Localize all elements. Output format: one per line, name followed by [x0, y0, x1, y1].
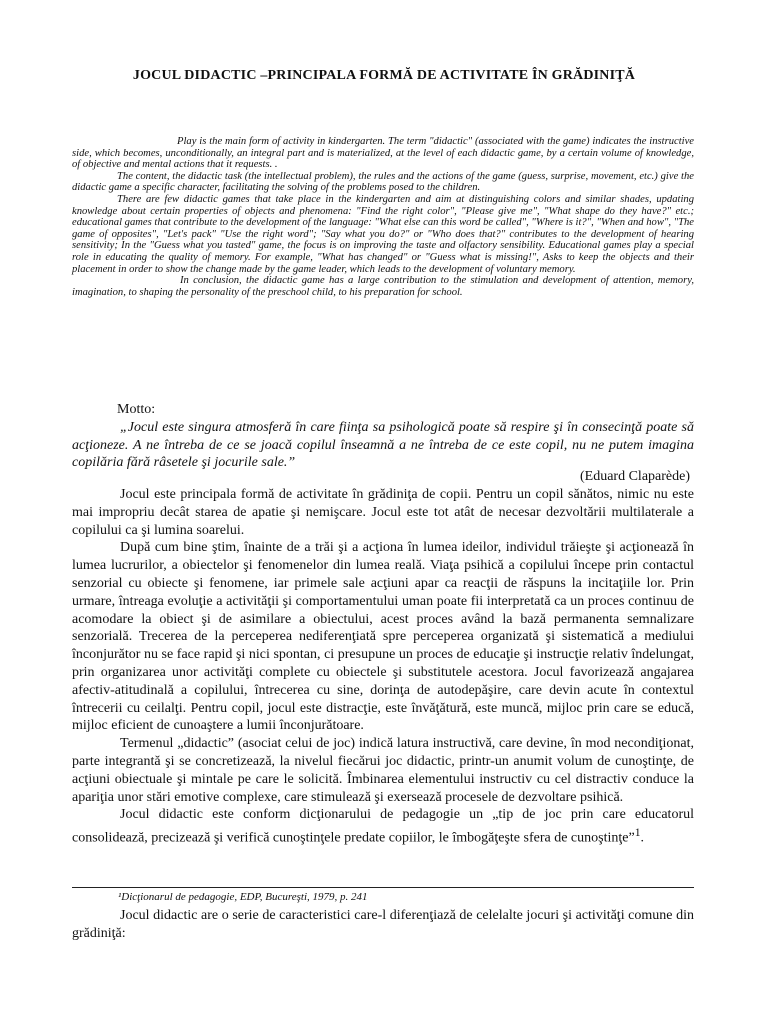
abstract-paragraph: Play is the main form of activity in kindergarten. The term "didactic" (associated with the game) indicates the instructive side, which becomes, unconditionally, an integral part and is materialized, at the level of each didactic game, by a certain volume of knowledge, of objective and mental actions that it requests. .	[72, 136, 694, 171]
body-text	[72, 486, 694, 848]
motto-label: Motto:	[117, 402, 156, 417]
page-title: JOCUL DIDACTIC –PRINCIPALA FORMĂ DE ACTIVITATE ÎN GRĂDINIŢĂ	[132, 68, 636, 83]
footnote-divider	[72, 887, 694, 888]
body-paragraph-continued: Jocul didactic are o serie de caracteristici care-l diferenţiază de celelalte jocuri şi activităţi comune din grădiniţă:	[72, 908, 694, 941]
abstract-paragraph: The content, the didactic task (the intellectual problem), the rules and the actions of the game (guess, surprise, movement, etc.) give the didactic game a specific character, facilitating the solving of the problems posed to the children.	[72, 170, 694, 194]
abstract-paragraph: There are few didactic games that take place in the kindergarten and aim at distinguishing colors and similar shades, updating knowledge about certain properties of objects and phenomena: "Find the right color", "Please give me", "What shape do they have?" etc.; educational games that contribute to the development of the language: "What else can this word be called", "Where is it?", "When and how", "The game of opposites", "Let's pack" "Use the right word"; "Say what you do?" or "Who does that?" contributes to the development of hearing sensitivity; In the "Guess what you tasted" game, the focus is on improving the taste and olfactory sensibility. Educational games play a special role in educating the quality of memory. For example, "What has changed" or "Guess what is missing!", Asks to keep the objects and their placement in order to show the change made by the game leader, which leads to the development of voluntary memory.	[72, 193, 694, 275]
motto-author: (Eduard Claparède)	[580, 469, 690, 484]
body-paragraph: După cum bine ştim, înainte de a trăi şi a acţiona în lumea ideilor, individul trăieşte şi acţionează în lumea lucrurilor, a obiectelor şi fenomenelor din lumea reală. Viaţa psihică a copilului începe prin contactul senzorial cu obiecte şi fenomene, iar primele sale acţiuni apar ca reacţii de răspuns la incitaţiile lor. Prin urmare, întreaga evoluţie a activităţii şi comportamentului uman poate fii interpretată ca un proces continuu de acomodare la obiect şi de asimilare a obiectului, acest proces având la bază permanenta semnalizare senzorială. Trecerea de la perceperea nediferenţiată spre perceperea organizată şi sistematică a mediului înconjurător nu se face rapid şi nici spontan, ci presupune un proces de educaţie şi instrucţie relativ îndelungat, prin organizarea unor activităţi complete cu obiectele şi substitutele acestora. Jocul favorizează angajarea afectiv-atitudinală a copilului, întrecerea cu sine, dorinţa de autodepăşire, care devin acute în contextul întrecerii cu ceilalţi. Pentru copil, jocul este distracţie, este învăţătură, este muncă, mijloc prin care se educă, mijloc eficient de cunoaştere a lumii înconjurătoare.	[72, 540, 694, 734]
abstract-paragraph: In conclusion, the didactic game has a large contribution to the stimulation and development of attention, memory, imagination, to shaping the personality of the preschool child, to his preparation for school.	[72, 275, 694, 298]
motto-quote: „Jocul este singura atmosferă în care fiinţa sa psihologică poate să respire şi în consecinţă poate să acţioneze. A ne întreba de ce se joacă copilul înseamnă a ne întreba de ce este copil, nu ne putem imagina copilăria fără râsetele şi jocurile sale.”	[72, 420, 694, 470]
body-paragraph: Jocul este principala formă de activitate în grădiniţa de copii. Pentru un copil sănătos, nimic nu este mai impropriu decât starea de apatie şi nemişcare. Jocul este tot atât de necesar dezvoltării multilaterale a copilului ca şi lumina soarelui.	[72, 487, 694, 538]
body-paragraph: Termenul „didactic” (asociat celui de joc) indică latura instructivă, care devine, în mod necondiţionat, parte integrantă şi se concretizează, la nivelul fiecărui joc didactic, printr-un anumit volum de cunoştinţe, de acţiuni obiectuale şi mintale pe care le solicită. Îmbinarea elementului instructiv cu cel distractiv conduce la apariţia unor stări emotive complexe, care stimulează şi exersează procesele de dezvoltare psihică.	[72, 736, 694, 805]
body-paragraph-text: Jocul didactic este conform dicţionarului de pedagogie un „tip de joc prin care educatorul consolidează, precizează şi verifică cunoştinţele predate copiilor, le îmbogăţeşte sfera de cunoştinţe”	[72, 807, 694, 846]
footnote: ¹Dicţionarul de pedagogie, EDP, Bucureşti, 1979, p. 241	[118, 891, 368, 903]
english-abstract	[72, 136, 694, 298]
footnote-marker: 1	[634, 826, 641, 840]
body-paragraph: Jocul didactic este conform dicţionarului de pedagogie un „tip de joc prin care educatorul consolidează, precizează şi verifică cunoştinţele predate copiilor, le îmbogăţeşte sfera de cunoştinţe”$^1$.	[72, 807, 694, 846]
